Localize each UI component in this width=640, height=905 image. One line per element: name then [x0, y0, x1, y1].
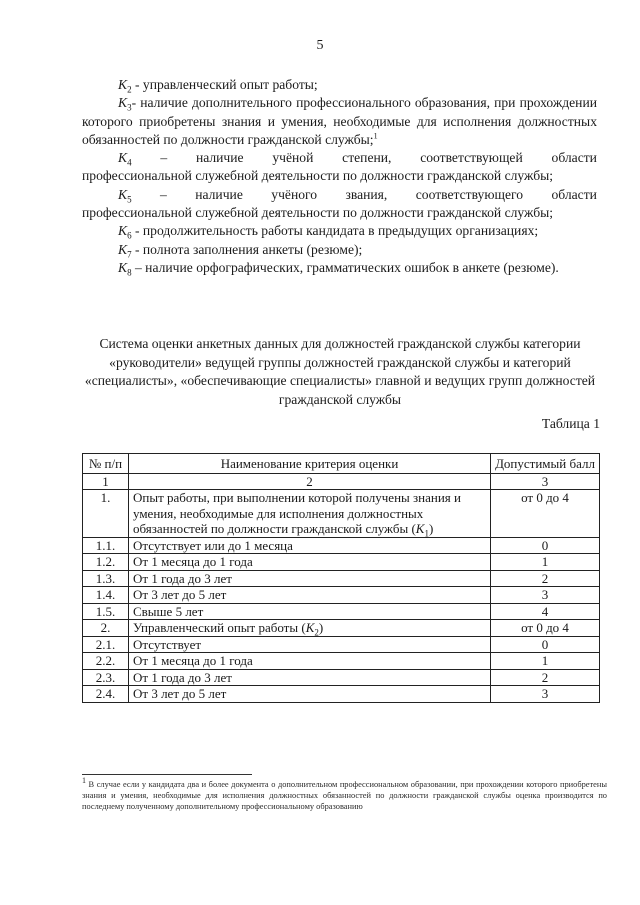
row-score: 2	[491, 570, 600, 587]
row-num: 1.5.	[83, 603, 129, 620]
column-number: 3	[491, 473, 600, 490]
row-score: 1	[491, 554, 600, 571]
row-num: 2.4.	[83, 686, 129, 703]
table-row	[83, 669, 600, 686]
table-row	[83, 570, 600, 587]
table-row	[83, 620, 600, 637]
page-number: 5	[316, 38, 324, 53]
row-score: 3	[491, 686, 600, 703]
row-score: 4	[491, 603, 600, 620]
criterion-k4: $K_4$ – наличие учёной степени, соответствующей области профессиональной служебной деятельности по должности гражданской службы;	[82, 150, 597, 184]
column-number: 2	[129, 473, 491, 490]
table-row	[83, 686, 600, 703]
criterion-k3: $K_3-$ наличие дополнительного профессионального образования, при прохождении которого приобретены знания и умения, необходимые для исполнения должностных обязанностей по должности гражданской службы;$^1$	[82, 95, 597, 147]
row-score: 1	[491, 653, 600, 670]
row-score: 2	[491, 669, 600, 686]
row-name: От 3 лет до 5 лет	[129, 587, 491, 604]
scoring-table	[82, 453, 600, 703]
criterion-k6: $K_6$ - продолжительность работы кандидата в предыдущих организациях;	[118, 223, 539, 242]
criterion-k8: $K_8$ – наличие орфографических, грамматических ошибок в анкете (резюме).	[118, 259, 559, 278]
table-row	[83, 636, 600, 653]
footnote-divider	[82, 774, 252, 775]
row-score: 3	[491, 587, 600, 604]
table-row	[83, 603, 600, 620]
header-score: Допустимый балл	[491, 454, 600, 474]
table-header-row	[83, 454, 600, 474]
header-name: Наименование критерия оценки	[129, 454, 491, 474]
row-name: Отсутствует или до 1 месяца	[129, 537, 491, 554]
row-num: 2.	[83, 620, 129, 637]
table-row	[83, 653, 600, 670]
column-number-row	[83, 473, 600, 490]
table-row	[83, 554, 600, 571]
row-score: 0	[491, 537, 600, 554]
footnote-ref: 1	[373, 131, 378, 141]
criterion-k5: $K_5$ – наличие учёного звания, соответствующего области профессиональной служебной деятельности по должности гражданской службы;	[82, 186, 597, 221]
row-name: Управленческий опыт работы $(K_2)$	[129, 620, 491, 637]
table-row	[83, 490, 600, 538]
criterion-k7: $K_7$ - полнота заполнения анкеты (резюме);	[118, 241, 363, 260]
criteria-list	[82, 76, 597, 277]
row-name: Опыт работы, при выполнении которой получены знания и умения, необходимые для исполнения должностных обязанностей по должности гражданской службы $(K_1)$	[129, 490, 491, 538]
row-num: 1.1.	[83, 537, 129, 554]
row-name: От 1 месяца до 1 года	[129, 554, 491, 571]
criterion-k2: $K_2$ - управленческий опыт работы;	[118, 77, 318, 95]
row-num: 1.4.	[83, 587, 129, 604]
footnote: $^1$ В случае если у кандидата два и более документа о дополнительном профессиональном образовании, при прохождении которого приобретены знания и умения, необходимые для исполнения должностных обязанностей по должности гражданской службы оценка производится по последнему полученному дополнительному профессиональному образованию	[82, 776, 607, 812]
table-label: Таблица 1	[541, 416, 600, 431]
column-number: 1	[83, 473, 129, 490]
row-num: 2.1.	[83, 636, 129, 653]
row-name: От 3 лет до 5 лет	[129, 686, 491, 703]
table-row	[83, 587, 600, 604]
row-name: Свыше 5 лет	[129, 603, 491, 620]
footnote-mark: 1	[82, 776, 86, 786]
row-score: от 0 до 4	[491, 620, 600, 637]
row-score: от 0 до 4	[491, 490, 600, 538]
row-name: Отсутствует	[129, 636, 491, 653]
section-title: Система оценки анкетных данных для должностей гражданской службы категории «руководители» ведущей группы должностей гражданской службы и категорий «специалисты», «обеспечивающие специалисты» главной и ведущих групп должностей гражданской службы	[84, 336, 596, 407]
row-num: 2.3.	[83, 669, 129, 686]
row-name: От 1 месяца до 1 года	[129, 653, 491, 670]
row-num: 1.2.	[83, 554, 129, 571]
row-name: От 1 года до 3 лет	[129, 570, 491, 587]
header-num: № п/п	[83, 454, 129, 474]
row-num: 1.3.	[83, 570, 129, 587]
row-num: 2.2.	[83, 653, 129, 670]
table-row	[83, 537, 600, 554]
row-name: От 1 года до 3 лет	[129, 669, 491, 686]
row-num: 1.	[83, 490, 129, 538]
row-score: 0	[491, 636, 600, 653]
